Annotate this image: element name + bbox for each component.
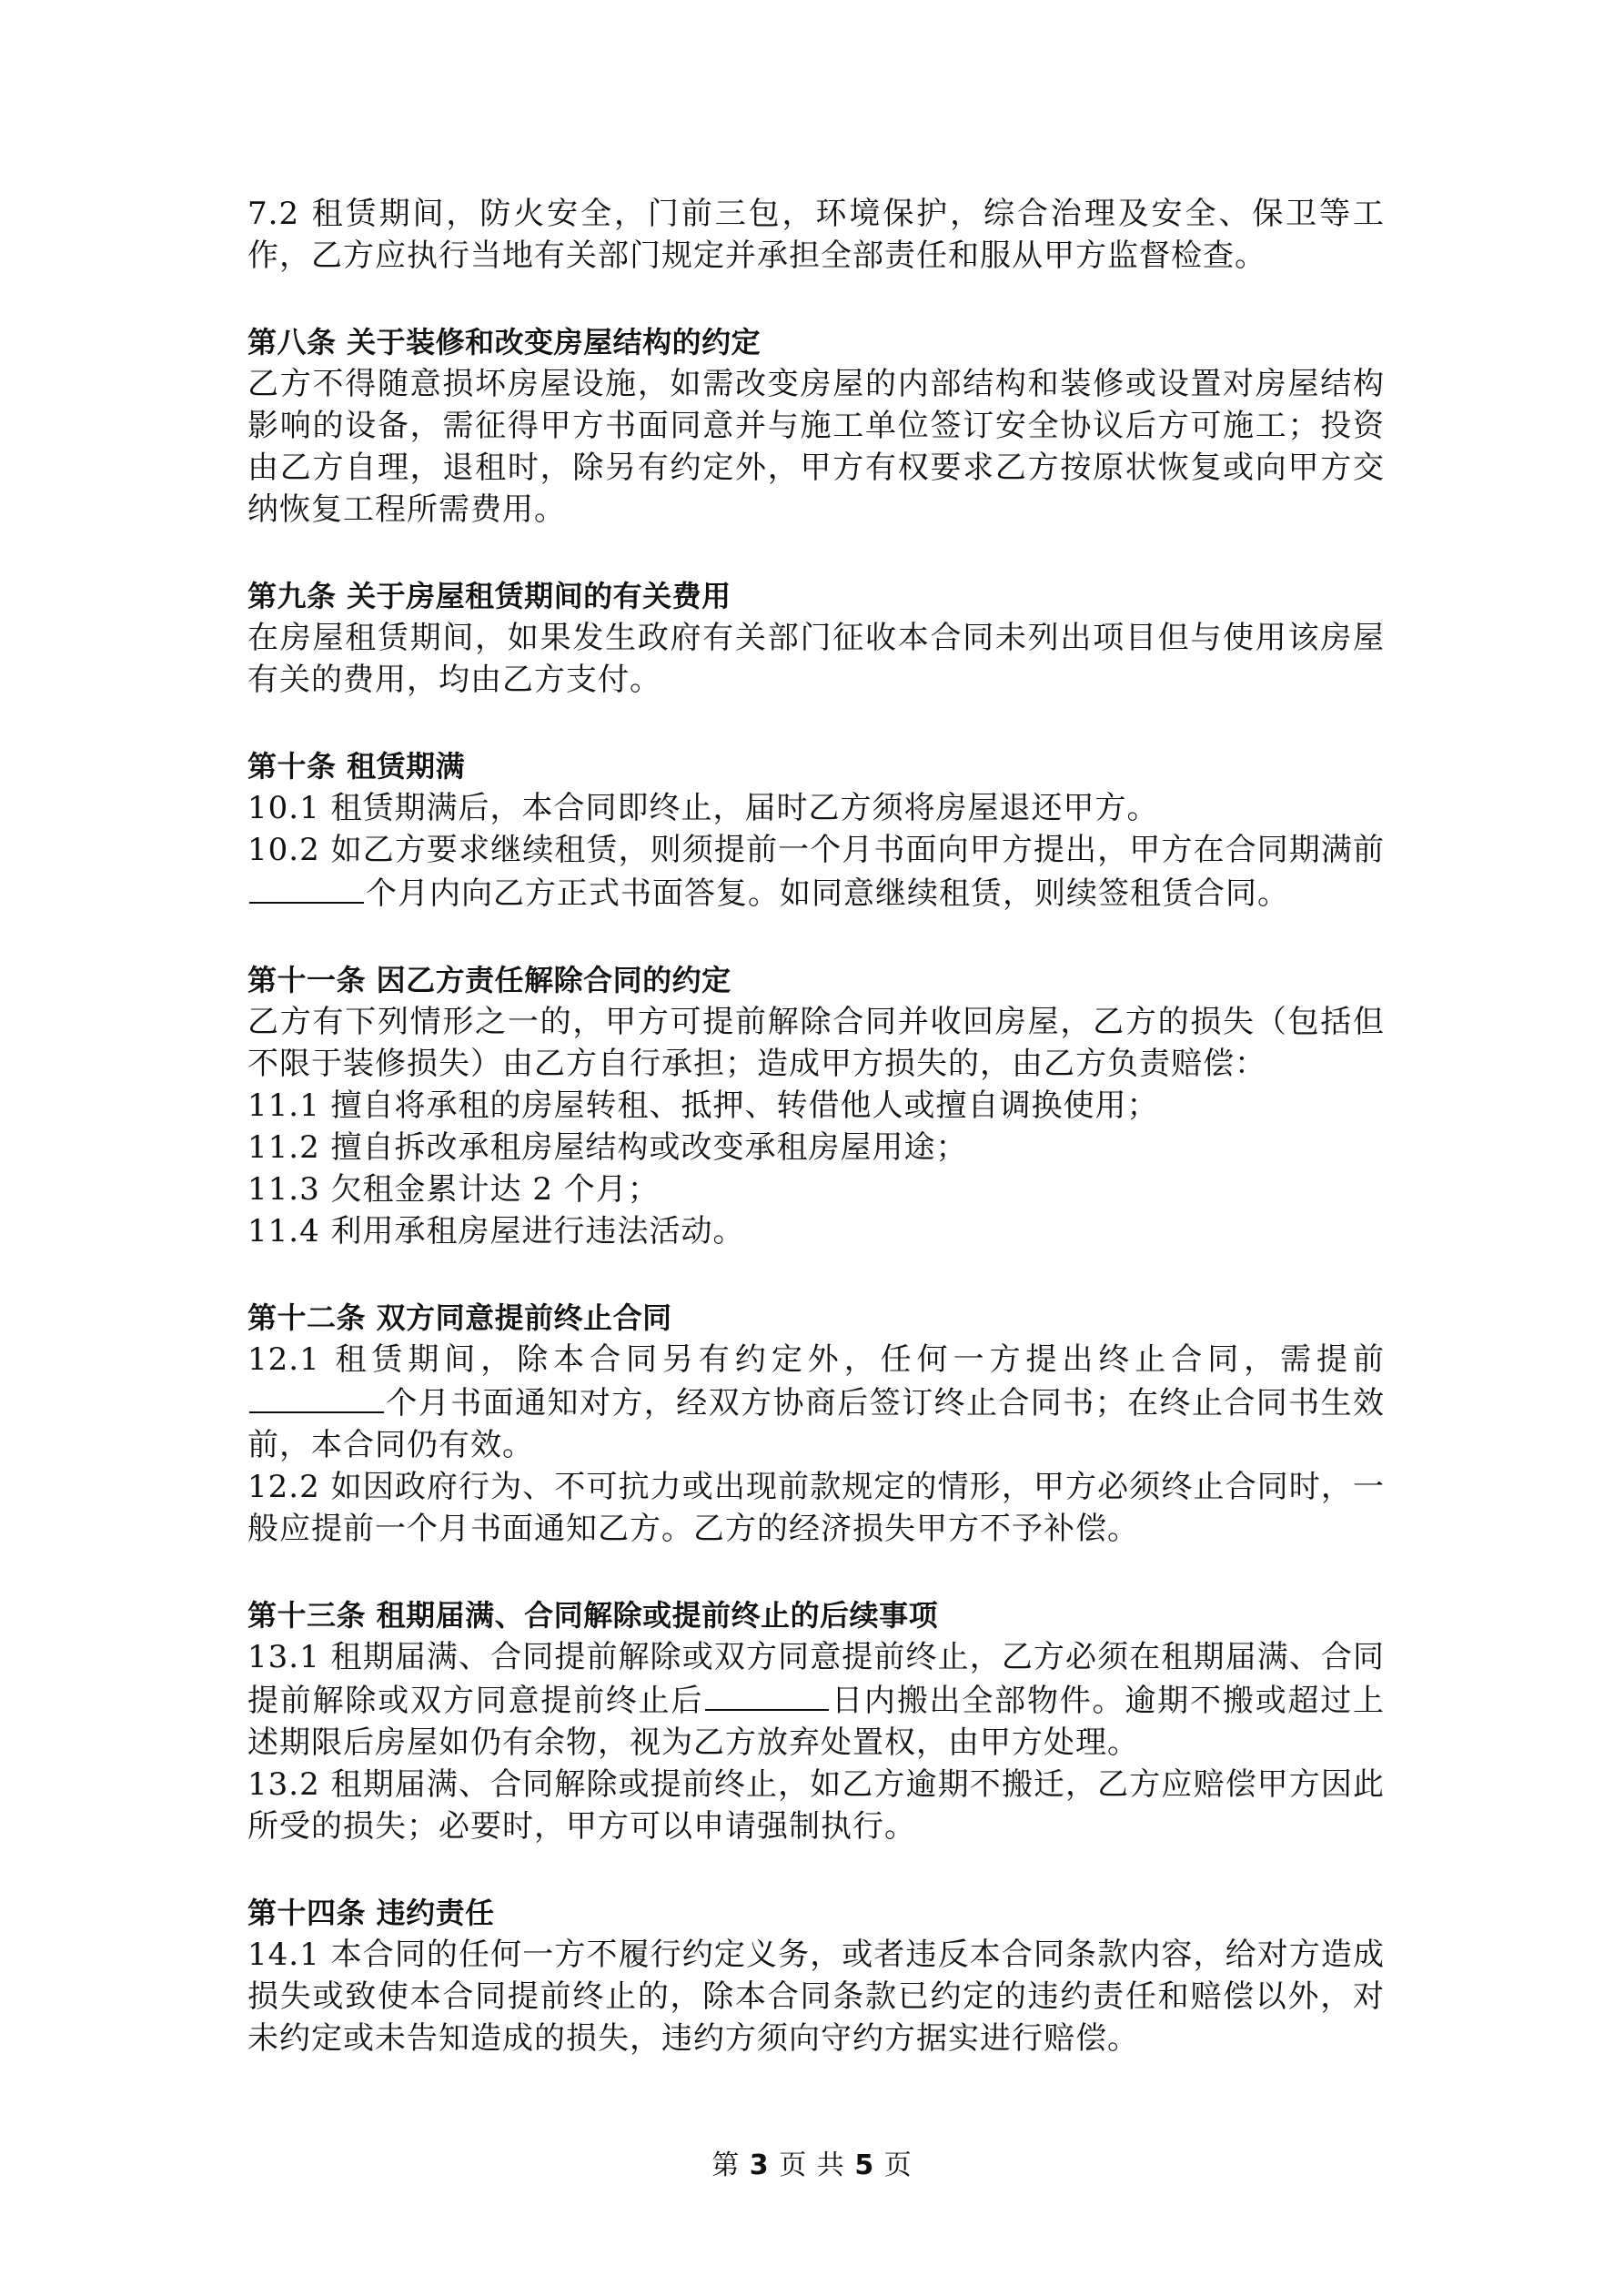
page-footer bbox=[0, 2148, 1624, 2184]
clause-11-3: 11.3 欠租金累计达 2 个月； bbox=[247, 1171, 660, 1208]
clause-12-1-before: 12.1 租赁期间，除本合同另有约定外，任何一方提出终止合同，需提前 bbox=[247, 1341, 1385, 1378]
clause-10-2-after: 个月内向乙方正式书面答复。如同意继续租赁，则续签租赁合同。 bbox=[366, 875, 1289, 912]
clause-11-1: 11.1 擅自将承租的房屋转租、抵押、转借他人或擅自调换使用； bbox=[247, 1087, 1159, 1124]
clause-10-2 bbox=[247, 829, 1385, 915]
article-8-body: 乙方不得随意损坏房屋设施，如需改变房屋的内部结构和装修或设置对房屋结构影响的设备，需征得甲方书面同意并与施工单位签订安全协议后方可施工；投资由乙方自理，退租时，除另有约定外，甲方有权要求乙方按原状恢复或向甲方交纳恢复工程所需费用。 bbox=[247, 366, 1385, 528]
fill-in-blank-months[interactable] bbox=[249, 871, 364, 904]
clause-12-1 bbox=[247, 1339, 1385, 1466]
clause-10-2-before: 10.2 如乙方要求继续租赁，则须提前一个月书面向甲方提出，甲方在合同期满前 bbox=[247, 832, 1385, 868]
article-10-heading: 第十条 租赁期满 bbox=[247, 749, 466, 784]
clause-12-1-after: 个月书面通知对方，经双方协商后签订终止合同书；在终止合同书生效前，本合同仍有效。 bbox=[247, 1385, 1385, 1463]
article-9-body: 在房屋租赁期间，如果发生政府有关部门征收本合同未列出项目但与使用该房屋有关的费用，均由乙方支付。 bbox=[247, 620, 1385, 698]
clause-13-2: 13.2 租期届满、合同解除或提前终止，如乙方逾期不搬迁，乙方应赔偿甲方因此所受的损失；必要时，甲方可以申请强制执行。 bbox=[247, 1766, 1385, 1845]
footer-total-pages: 5 bbox=[854, 2149, 875, 2181]
footer-prefix: 第 bbox=[711, 2149, 741, 2181]
clause-7-2-text: 7.2 租赁期间，防火安全，门前三包，环境保护，综合治理及安全、保卫等工作，乙方应执行当地有关部门规定并承担全部责任和服从甲方监督检查。 bbox=[247, 196, 1385, 274]
article-11 bbox=[247, 956, 1385, 1252]
article-14 bbox=[247, 1889, 1385, 2059]
article-14-heading: 第十四条 违约责任 bbox=[247, 1896, 495, 1930]
article-8 bbox=[247, 319, 1385, 531]
footer-current-page: 3 bbox=[749, 2149, 770, 2181]
section-gap bbox=[247, 277, 1385, 319]
article-9-heading: 第九条 关于房屋租赁期间的有关费用 bbox=[247, 579, 731, 613]
clause-13-1-before: 13.1 租期届满、合同提前解除或双方同意提前终止，乙方必须在租期届满、合同提前解除或双方同意提前终止后 bbox=[247, 1639, 1385, 1719]
article-8-heading: 第八条 关于装修和改变房屋结构的约定 bbox=[247, 325, 762, 359]
section-gap bbox=[247, 915, 1385, 956]
section-gap bbox=[247, 531, 1385, 572]
fill-in-blank-days[interactable] bbox=[705, 1678, 829, 1711]
clause-7-2 bbox=[247, 193, 1385, 277]
section-gap bbox=[247, 1252, 1385, 1294]
article-11-intro: 乙方有下列情形之一的，甲方可提前解除合同并收回房屋，乙方的损失（包括但不限于装修损失）由乙方自行承担；造成甲方损失的，由乙方负责赔偿： bbox=[247, 1004, 1385, 1082]
article-9 bbox=[247, 572, 1385, 701]
article-13 bbox=[247, 1592, 1385, 1847]
clause-11-4: 11.4 利用承租房屋进行违法活动。 bbox=[247, 1213, 745, 1249]
clause-14-1: 14.1 本合同的任何一方不履行约定义务，或者违反本合同条款内容，给对方造成损失或致使本合同提前终止的，除本合同条款已约定的违约责任和赔偿以外，对未约定或未告知造成的损失，违约方须向守约方据实进行赔偿。 bbox=[247, 1937, 1385, 2057]
section-gap bbox=[247, 701, 1385, 743]
article-11-heading: 第十一条 因乙方责任解除合同的约定 bbox=[247, 963, 731, 997]
fill-in-blank-notice-months[interactable] bbox=[249, 1381, 384, 1413]
footer-middle: 页 共 bbox=[779, 2149, 845, 2181]
clause-13-1 bbox=[247, 1636, 1385, 1764]
article-10 bbox=[247, 743, 1385, 915]
footer-suffix: 页 bbox=[883, 2149, 913, 2181]
section-gap bbox=[247, 1847, 1385, 1889]
document-body bbox=[247, 193, 1385, 2059]
section-gap bbox=[247, 1550, 1385, 1592]
clause-11-2: 11.2 擅自拆改承租房屋结构或改变承租房屋用途； bbox=[247, 1129, 968, 1166]
clause-13-1-after: 日内搬出全部物件。逾期不搬或超过上述期限后房屋如仍有余物，视为乙方放弃处置权，由甲方处理。 bbox=[247, 1683, 1386, 1761]
article-12 bbox=[247, 1294, 1385, 1550]
clause-10-1: 10.1 租赁期满后，本合同即终止，届时乙方须将房屋退还甲方。 bbox=[247, 790, 1159, 826]
clause-12-2: 12.2 如因政府行为、不可抗力或出现前款规定的情形，甲方必须终止合同时，一般应提前一个月书面通知乙方。乙方的经济损失甲方不予补偿。 bbox=[247, 1469, 1385, 1547]
article-12-heading: 第十二条 双方同意提前终止合同 bbox=[247, 1300, 672, 1335]
article-13-heading: 第十三条 租期届满、合同解除或提前终止的后续事项 bbox=[247, 1598, 939, 1633]
